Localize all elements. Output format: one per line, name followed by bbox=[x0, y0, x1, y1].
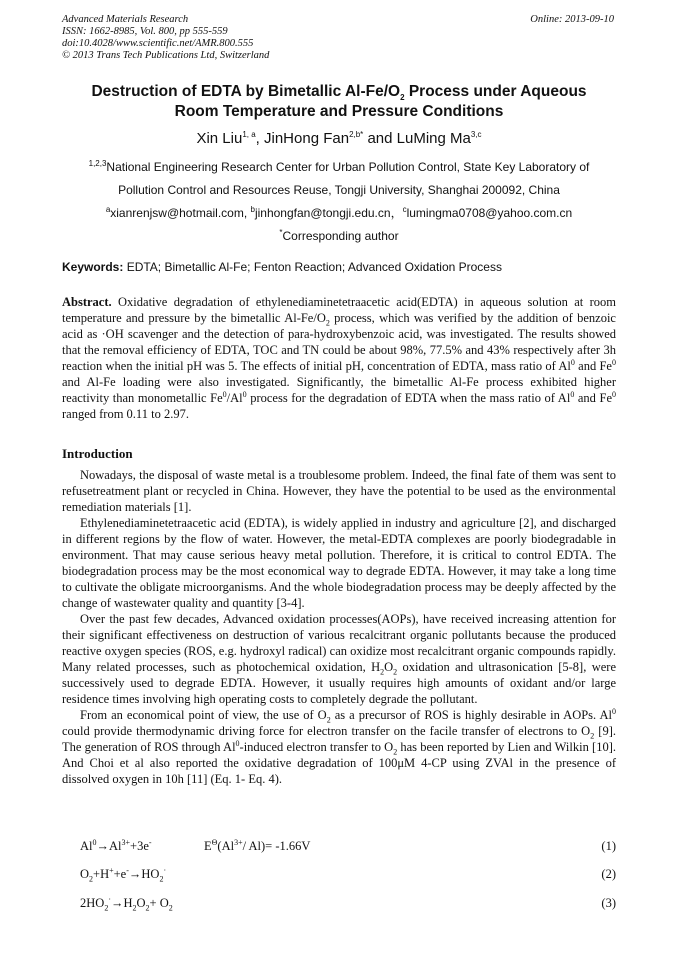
equation-3: $2HO_2^\cdot\to H_2O_2+ O_2$ (3) bbox=[80, 894, 616, 913]
author-name: Xin Liu bbox=[196, 130, 243, 147]
email-list: $^a$xianrenjsw@hotmail.com, $^b$jinhongfan@tongji.edu.cn，$^c$lumingma0708@yahoo.com.cn bbox=[105, 205, 573, 220]
doi: doi:10.4028/www.scientific.net/AMR.800.555 bbox=[62, 38, 254, 49]
introduction-body bbox=[62, 467, 616, 787]
online-date: Online: 2013-09-10 bbox=[530, 14, 614, 25]
corresponding-note: *Corresponding author bbox=[279, 228, 399, 243]
section-heading-introduction: Introduction bbox=[62, 446, 133, 461]
affiliation: $^{1,2,3}$National Engineering Research Center for Urban Pollution Control, State Key Laboratory of Pollution Control and Resources Reuse, Tongji University, Shanghai 200092, China $^a$xianrenjsw@hotmail.com, $^b$jinhongfan@tongji.edu.cn，$^c$lumingma0708@yahoo.com.cn *Corresponding author bbox=[62, 156, 616, 248]
journal-name: Advanced Materials Research bbox=[62, 14, 189, 25]
author-name: JinHong Fan bbox=[264, 130, 350, 147]
keywords: Keywords: EDTA; Bimetallic Al-Fe; Fenton Reaction; Advanced Oxidation Process bbox=[62, 260, 502, 274]
equation-number: (3) bbox=[601, 896, 616, 910]
copyright: © 2013 Trans Tech Publications Ltd, Switzerland bbox=[62, 50, 270, 61]
paragraph: Ethylenediaminetetraacetic acid (EDTA), is widely applied in industry and agriculture [2], and discharged in different regions by the flow of water. However, the metal-EDTA complexes are poorly biodegradable in environment. That may cause serious heavy metal pollution. Therefore, it is critical to control EDTA. The biodegradation process may be the most economical way to degrade EDTA. However, it may take a long time to cultivate the obligate microorganisms. And the whole biodegradation process may be deeply affected by the change of wastewater quality and quantity [3-4]. bbox=[62, 516, 616, 610]
author-list: Xin Liu$^{1, a}$, JinHong Fan$^{2,b*}$ and LuMing Ma$^{3,c}$ bbox=[196, 130, 482, 147]
journal-header bbox=[62, 14, 269, 62]
issn: ISSN: 1662-8985, Vol. 800, pp 555-559 bbox=[62, 26, 228, 37]
paragraph: From an economical point of view, the use of $O_2$ as a precursor of ROS is highly desirable in AOPs. Al$^0$ could provide thermodynamic driving force for electron transfer on the facile transfer of electrons to $O_2$ [9]. The generation of ROS through Al$^0$-induced electron transfer to $O_2$ has been reported by Lien and Wilkin [10]. And Choi et al also reported the oxidative degradation of 100μM 4-CP using ZVAl in the presence of dissolved oxygen in 10h [11] (Eq. 1- Eq. 4). bbox=[62, 706, 616, 786]
author-name: LuMing Ma bbox=[396, 130, 471, 147]
abstract: Abstract. Oxidative degradation of ethylenediaminetetraacetic acid(EDTA) in aqueous solution at room temperature and pressure by the bimetallic $Al-Fe/O_2$ process, which was verified by the addition of benzoic acid as ·OH scavenger and the detection of para-hydroxybenzoic acid, was investigated. The results showed that the removal efficiency of EDTA, TOC and TN could be about 98%, 77.5% and 43% respectively after 3h reaction when the initial pH was 5. The effects of initial pH, concentration of EDTA, mass ratio of Al$^0$ and Fe$^0$ and Al-Fe loading were also investigated. Significantly, the bimetallic Al-Fe process exhibited higher reactivity than monometallic Fe$^0$/Al$^0$ process for the degradation of EDTA when the mass ratio of Al$^0$ and Fe$^0$ ranged from 0.11 to 2.97. bbox=[62, 295, 616, 421]
equation-number: (2) bbox=[601, 867, 616, 881]
equation-1: $Al^0\to Al^{3+}+3e^-$ $E^\Theta(Al^{3+}/$ Al)= -1.66V (1) bbox=[80, 837, 616, 853]
paper-title: Destruction of EDTA by Bimetallic $Al-Fe/O_2$ Process under Aqueous Room Temperature and Pressure Conditions bbox=[91, 83, 587, 120]
equation-number: (1) bbox=[601, 839, 616, 853]
paragraph: Nowadays, the disposal of waste metal is a troublesome problem. Indeed, the final fate of them was sent to refusetreatment plant or recycled in China. However, they have the potential to be used as the environmental remediation materials [1]. bbox=[62, 468, 616, 514]
paragraph: Over the past few decades, Advanced oxidation processes(AOPs), have received increasing attention for their significant effectiveness on destruction of various recalcitrant organic pollutants because the produced reactive oxygen species (ROS, e.g. hydroxyl radical) can oxidize most recalcitrant organic compounds rapidly. Many related processes, such as photochemical oxidation, $H_2O_2$ oxidation and ultrasonication [5-8], were successively used to degrade EDTA. However, it usually requires high amounts of oxidant and/or large residence times involving high operating costs to completely degrade the pollutant. bbox=[62, 612, 617, 706]
equation-2: $O_2+H^++e^-\to HO_2^\cdot$ (2) bbox=[80, 865, 616, 884]
